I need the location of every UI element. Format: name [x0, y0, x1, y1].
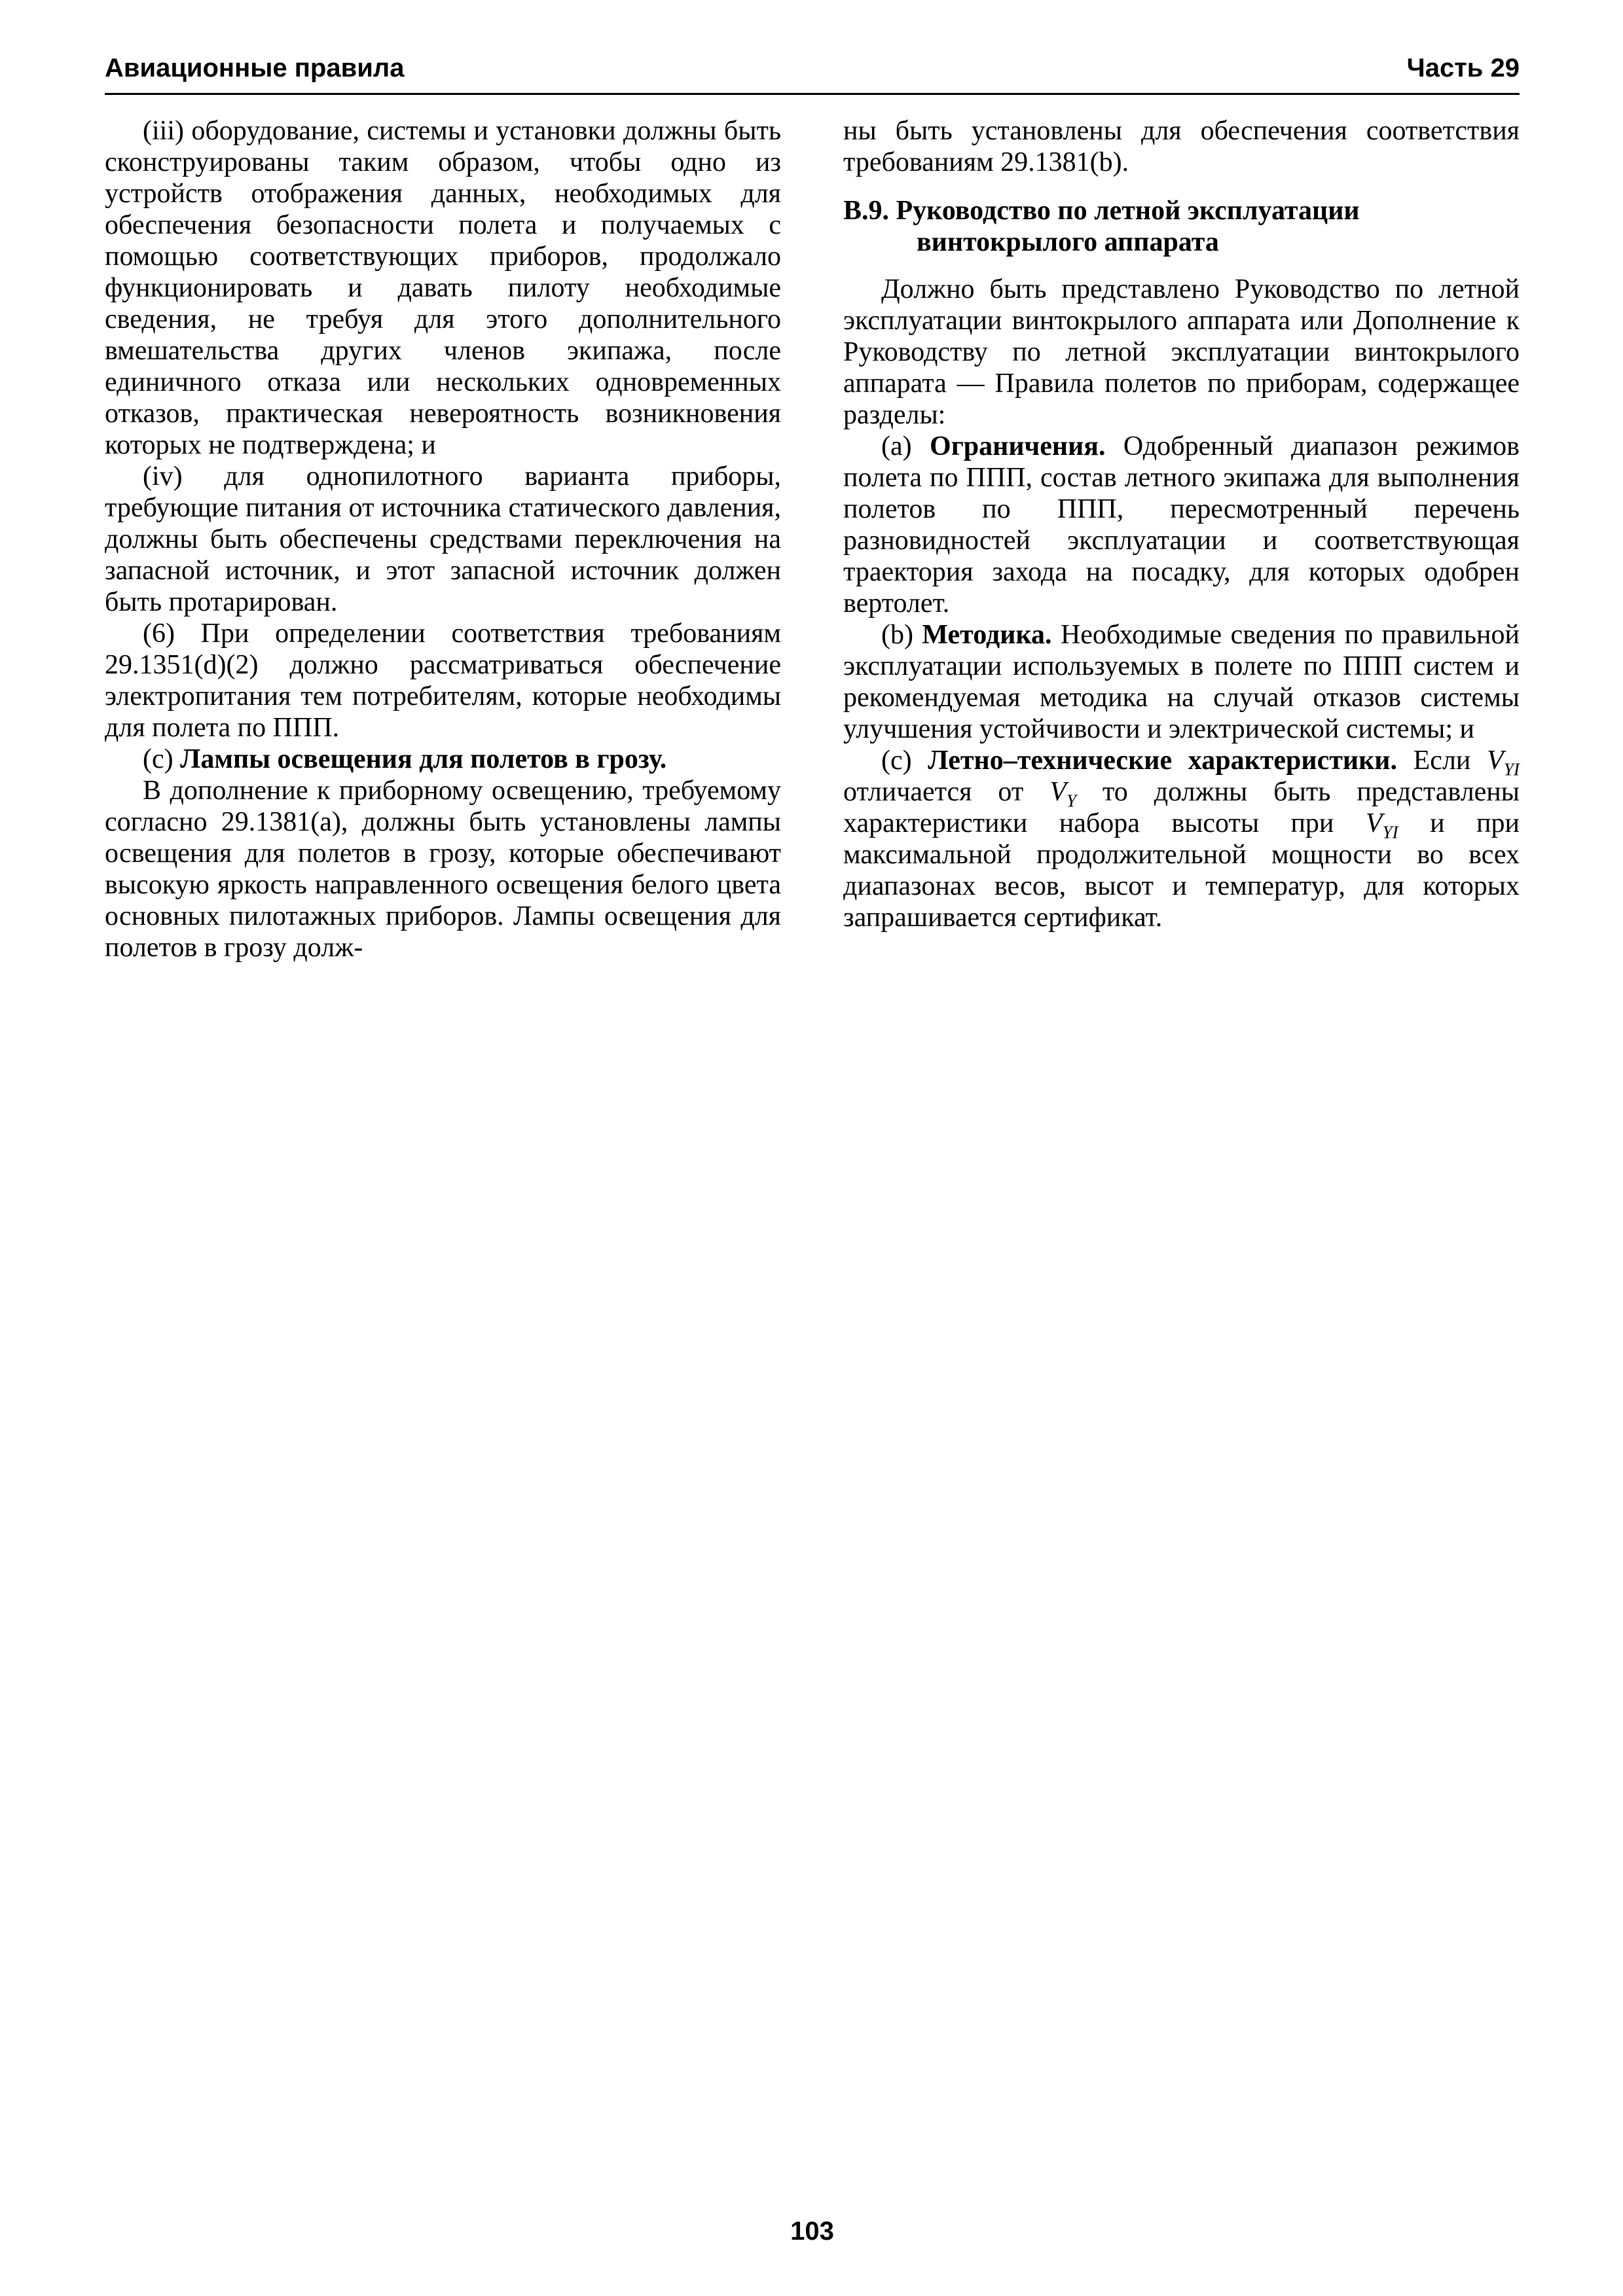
document-body: [105, 115, 1520, 963]
text-segment: Лампы освещения для полетов в грозу.: [180, 744, 667, 774]
text-segment: (6) При определении соответствия требованиям 29.1351(d)(2) должно рассматриваться обеспечение электропитания тем потребителям, которые необходимы для полета по ППП.: [105, 619, 781, 743]
text-segment: то должны быть представлены характеристики набора высоты при: [843, 777, 1520, 838]
text-segment: Летно–технические характеристики.: [928, 745, 1397, 776]
text-segment: Методика.: [922, 620, 1052, 650]
text-segment: Необходимые сведения по правильной эксплуатации используемых в полете по ППП систем и рекомендуемая методика на случай отказов системы улучшения устойчивости и электрической системы; и: [843, 620, 1520, 744]
left-column: [105, 115, 781, 963]
paragraph: [843, 619, 1520, 745]
text-segment: и при максимальной продолжительной мощности во всех диапазонах весов, высот и температур, для которых запрашивается сертификат.: [843, 808, 1520, 933]
text-segment: YI: [1503, 759, 1520, 780]
paragraph: [843, 274, 1520, 431]
paragraph: [105, 461, 781, 618]
page-number: 103: [790, 2217, 834, 2246]
text-segment: В дополнение к приборному освещению, требуемому согласно 29.1381(a), должны быть установлены лампы освещения для полетов в грозу, которые обеспечивают высокую яркость направленного освещения белого цвета основных пилотажных приборов. Лампы освещения для полетов в грозу долж-: [105, 776, 781, 963]
paragraph: [105, 115, 781, 461]
header-rule: [105, 93, 1520, 95]
text-segment: (c): [143, 744, 181, 774]
page-header: [105, 54, 1520, 82]
text-segment: YI: [1382, 822, 1398, 842]
paragraph: [843, 115, 1520, 178]
text-segment: (iii) оборудование, системы и установки должны быть сконструированы таким образом, чтобы одно из устройств отображения данных, необходимых для обеспечения безопасности полета и получаемых с помощью соответствующих приборов, продолжало функционировать и давать пилоту необходимые сведения, не требуя для этого дополнительного вмешательства других членов экипажа, после единичного отказа или нескольких одновременных отказов, практическая невероятность возникновения которых не подтверждена; и: [105, 116, 781, 460]
text-segment: Одобренный диапазон режимов полета по ППП, состав летного экипажа для выполнения полетов по ППП, пересмотренный перечень разновидностей эксплуатации и соответствующая траектория захода на посадку, для которых одобрен вертолет.: [843, 431, 1520, 619]
paragraph: [843, 431, 1520, 619]
page-footer: [105, 2217, 1520, 2246]
paragraph: [843, 745, 1520, 933]
text-segment: В.9. Руководство по летной эксплуатации винтокрылого аппарата: [843, 196, 1360, 257]
text-segment: V: [1487, 745, 1504, 776]
paragraph: [105, 775, 781, 963]
document-title: Авиационные правила: [105, 54, 405, 82]
right-column: [843, 115, 1520, 963]
text-segment: (iv) для однопилотного варианта приборы, требующие питания от источника статического давления, должны быть обеспечены средствами переключения на запасной источник, и этот запасной источник должен быть протарирован.: [105, 461, 781, 617]
part-label: Часть 29: [1406, 54, 1520, 82]
text-segment: Должно быть представлено Руководство по летной эксплуатации винтокрылого аппарата или Дополнение к Руководству по летной эксплуатации винтокрылого аппарата — Правила полетов по приборам, содержащее разделы:: [843, 274, 1520, 430]
text-segment: ны быть установлены для обеспечения соответствия требованиям 29.1381(b).: [843, 116, 1520, 177]
text-segment: Y: [1066, 791, 1077, 811]
paragraph: [105, 744, 781, 775]
text-segment: (b): [881, 620, 922, 650]
text-segment: (c): [881, 745, 928, 776]
text-segment: V: [1049, 777, 1067, 807]
text-segment: V: [1365, 808, 1383, 838]
paragraph: [105, 618, 781, 744]
text-segment: (a): [881, 431, 930, 461]
section-heading: [843, 195, 1520, 258]
text-segment: Если: [1396, 745, 1487, 776]
text-segment: Ограничения.: [930, 431, 1106, 461]
text-segment: отличается от: [843, 777, 1050, 807]
